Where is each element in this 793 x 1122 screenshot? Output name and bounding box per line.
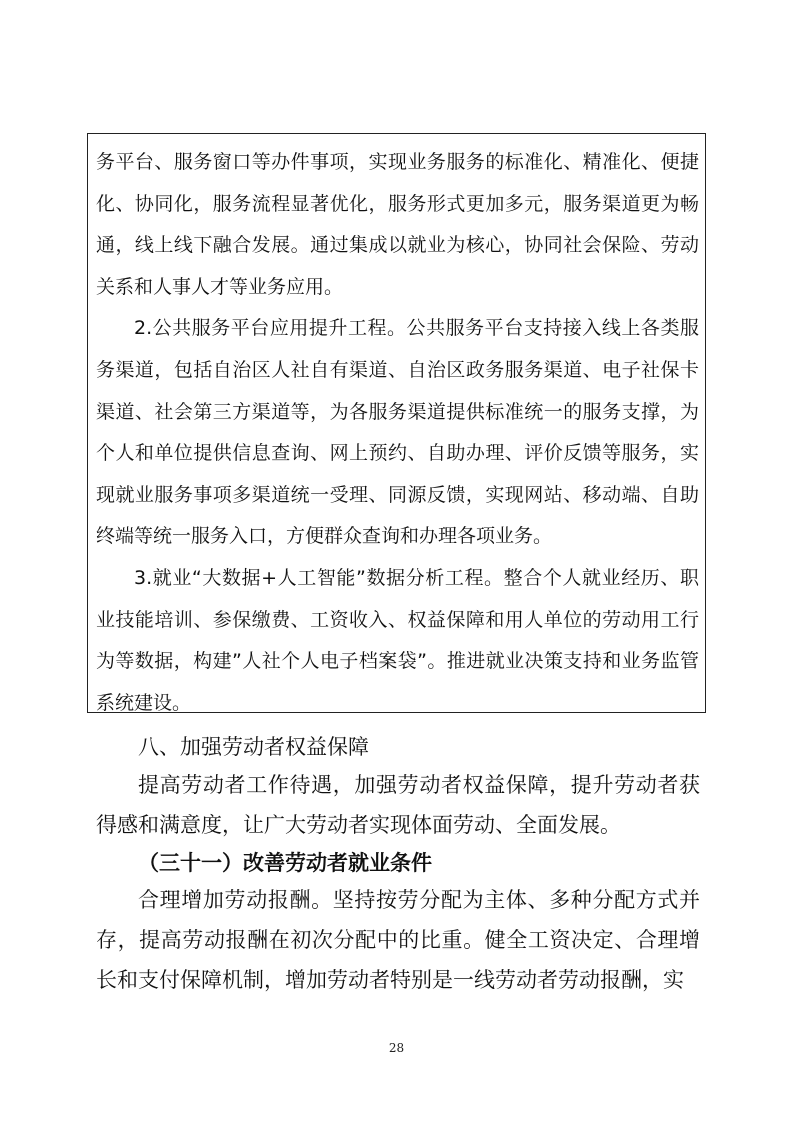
section-8-paragraph: [96, 765, 700, 845]
boxed-text: [96, 142, 699, 724]
box-paragraph-big-data-ai: 3.就业“大数据+人工智能”数据分析工程。整合个人就业经历、职业技能培训、参保缴费、工资收入、权益保障和用人单位的劳动用工行为等数据，构建”人社个人电子档案袋”。推进就业决策支持和业务监管系统建设。: [96, 566, 699, 714]
section-8-paragraph-text: 提高劳动者工作待遇，加强劳动者权益保障，提升劳动者获得感和满意度，让广大劳动者实现体面劳动、全面发展。: [96, 773, 700, 837]
box-paragraph-continuation: 务平台、服务窗口等办件事项，实现业务服务的标准化、精准化、便捷化、协同化，服务流程显著优化，服务形式更加多元，服务渠道更为畅通，线上线下融合发展。通过集成以就业为核心，协同社会保险、劳动关系和人事人才等业务应用。: [96, 151, 699, 298]
subsection-31-paragraph-text: 合理增加劳动报酬。坚持按劳分配为主体、多种分配方式并存，提高劳动报酬在初次分配中的比重。健全工资决定、合理增长和支付保障机制，增加劳动者特别是一线劳动者劳动报酬，实: [96, 888, 700, 992]
boxed-content: [87, 133, 706, 713]
box-paragraph-public-service-platform: 2.公共服务平台应用提升工程。公共服务平台支持接入线上各类服务渠道，包括自治区人社自有渠道、自治区政务服务渠道、电子社保卡渠道、社会第三方渠道等，为各服务渠道提供标准统一的服务支撑，为个人和单位提供信息查询、网上预约、自助办理、评价反馈等服务，实现就业服务事项多渠道统一受理、同源反馈，实现网站、移动端、自助终端等统一服务入口，方便群众查询和办理各项业务。: [96, 317, 699, 548]
subsection-heading-31: （三十一）改善劳动者就业条件: [138, 851, 432, 875]
subsection-31-paragraph: [96, 880, 700, 1000]
section-heading-8: [96, 727, 700, 767]
page-number: 28: [388, 1041, 405, 1055]
section-heading-8-text: 八、加强劳动者权益保障: [138, 735, 369, 759]
